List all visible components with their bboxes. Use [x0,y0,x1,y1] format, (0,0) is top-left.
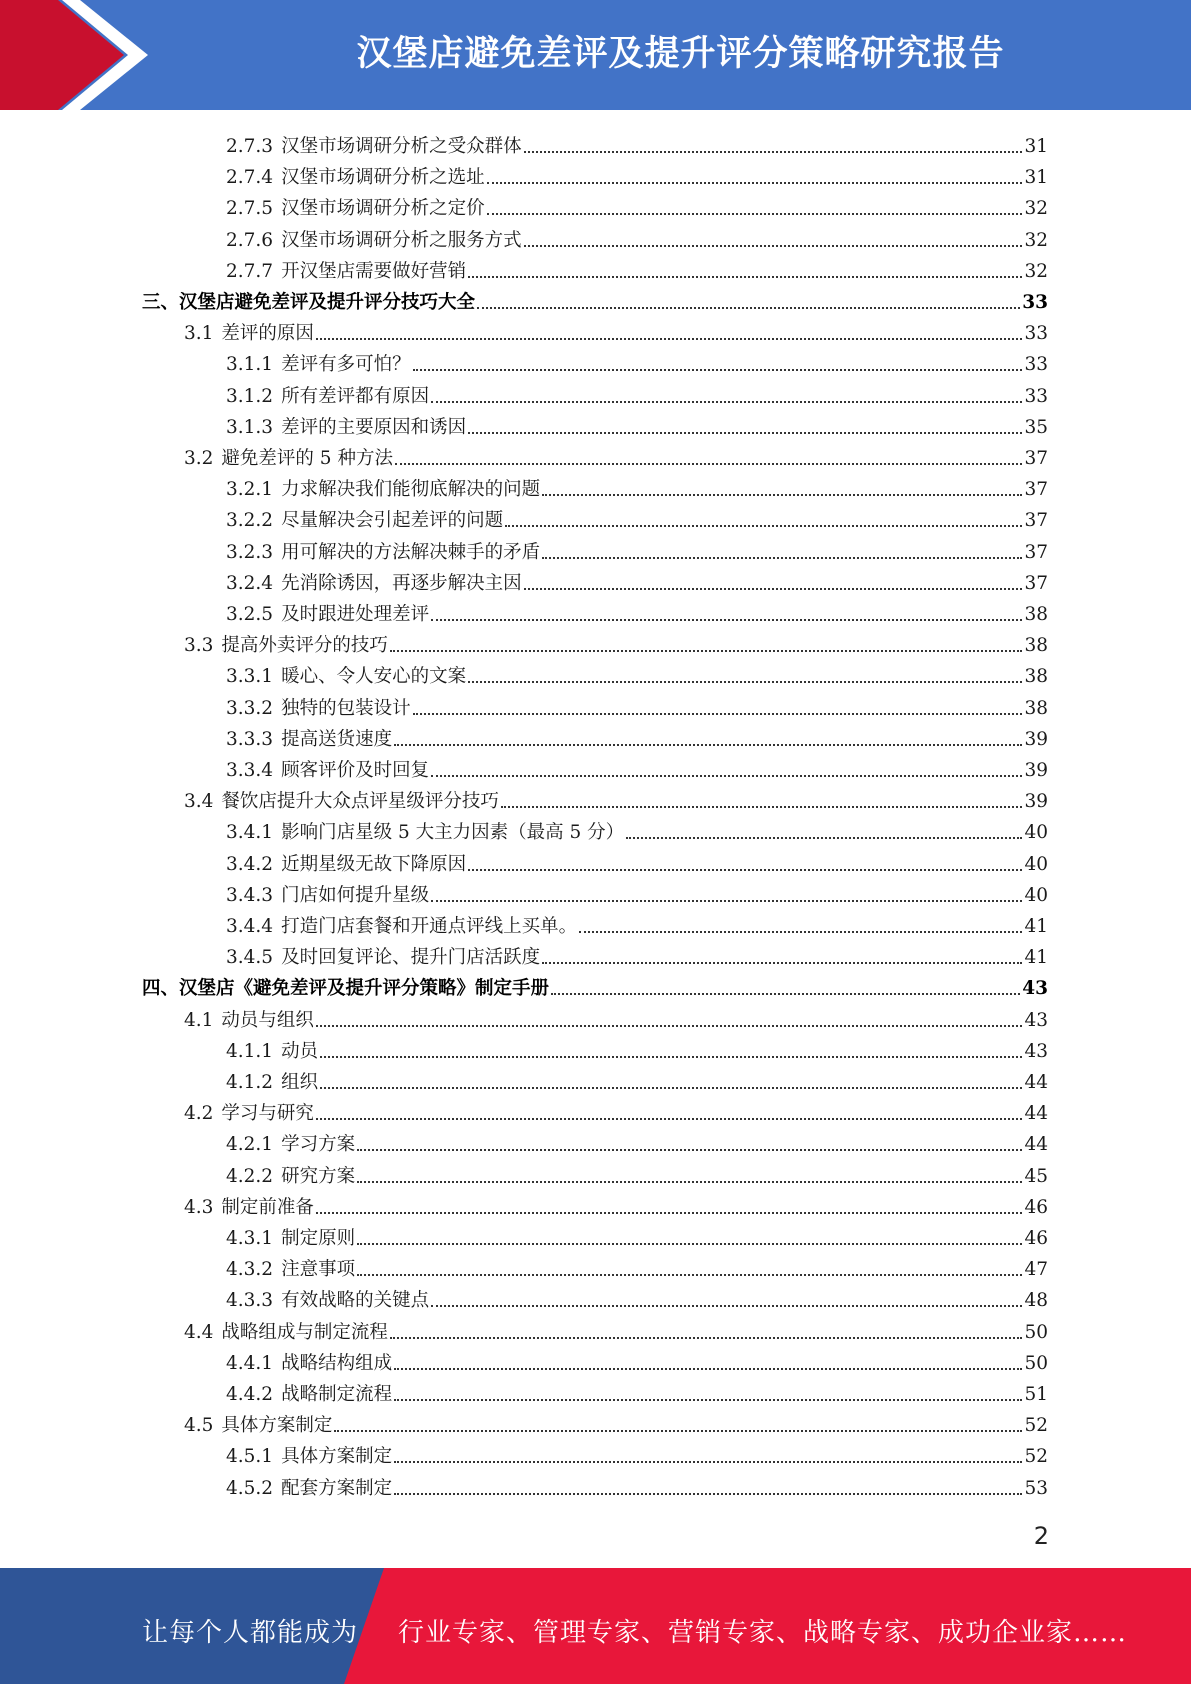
toc-entry[interactable] [142,283,1048,314]
toc-entry-page: 48 [1024,1290,1048,1312]
toc-entry-number: 4.1.2 [226,1072,274,1093]
toc-entry-title: 尽量解决会引起差评的问题 [281,510,504,532]
toc-entry-title: 动员与组织 [221,1009,314,1031]
toc-entry-page: 33 [1022,292,1048,313]
toc-entry-title: 差评的主要原因和诱因 [281,416,467,438]
toc-entry-number: 3.1 [184,323,214,345]
toc-dot-leader [542,557,1022,559]
toc-entry-number: 4.5.1 [226,1446,274,1468]
toc-entry-page: 40 [1024,822,1048,844]
toc-entry-title: 具体方案制定 [221,1415,333,1437]
toc-dot-leader [431,775,1022,777]
toc-entry-title: 提高外卖评分的技巧 [221,635,388,657]
toc-entry-page: 40 [1024,853,1048,875]
toc-entry-page: 50 [1024,1352,1048,1374]
toc-entry-page: 40 [1024,884,1048,906]
toc-entry-number: 3.1.1 [226,354,274,376]
toc-entry-page: 47 [1024,1259,1048,1281]
toc-dot-leader [334,1430,1022,1432]
toc-entry-number: 3.2.3 [226,541,274,563]
toc-dot-leader [316,338,1023,340]
toc-entry-page: 32 [1024,229,1048,251]
toc-entry-number: 4.1.1 [226,1040,274,1062]
toc-entry-number: 4.4.2 [226,1384,274,1405]
toc-entry-number: 3.4.1 [226,822,274,844]
toc-entry-page: 37 [1024,479,1048,501]
red-arrow-decoration [0,0,160,110]
toc-entry-number: 3.3 [184,635,214,657]
toc-entry-page: 44 [1024,1072,1048,1093]
toc-entry-title: 打造门店套餐和开通点评线上买单。 [281,916,578,937]
toc-entry-number: 3.4 [184,791,214,813]
toc-entry[interactable] [226,158,1048,189]
toc-dot-leader [394,1461,1022,1463]
toc-entry-number: 3.4.5 [226,947,274,969]
toc-dot-leader [468,276,1022,278]
toc-entry[interactable] [226,1032,1048,1063]
toc-entry-title: 近期星级无故下降原因 [281,853,467,875]
toc-entry-page: 46 [1024,1196,1048,1218]
toc-dot-leader [431,401,1022,403]
toc-entry-number: 3.2.1 [226,479,274,501]
toc-dot-leader [487,213,1023,215]
toc-dot-leader [524,245,1023,247]
toc-dot-leader [394,1399,1022,1401]
toc-entry[interactable] [226,1250,1048,1281]
toc-dot-leader [394,744,1022,746]
toc-entry[interactable] [226,751,1048,782]
toc-entry-title: 战略组成与制定流程 [221,1321,388,1343]
toc-entry-number: 2.7.4 [226,167,274,189]
toc-entry-page: 38 [1024,604,1048,625]
toc-entry[interactable] [226,595,1048,626]
toc-entry-title: 学习方案 [281,1134,356,1156]
toc-dot-leader [390,650,1023,652]
toc-entry-title: 门店如何提升星级 [281,884,430,906]
toc-entry[interactable] [184,782,1048,813]
toc-dot-leader [626,837,1022,839]
toc-entry-title: 差评有多可怕？ [281,354,411,376]
toc-entry-title: 力求解决我们能彻底解决的问题 [281,479,541,501]
toc-entry-number: 4.2.2 [226,1165,274,1187]
toc-dot-leader [357,1149,1022,1151]
toc-entry-title: 具体方案制定 [281,1446,393,1468]
toc-entry[interactable] [142,969,1048,1000]
toc-entry-title: 独特的包装设计 [281,697,411,719]
toc-entry[interactable] [226,720,1048,751]
toc-dot-leader [542,962,1022,964]
toc-entry-number: 4.5.2 [226,1477,274,1499]
toc-entry-title: 研究方案 [281,1165,356,1187]
page-footer [0,1568,1191,1684]
toc-dot-leader [468,681,1022,683]
toc-entry-title: 避免差评的 5 种方法 [221,448,393,469]
toc-entry[interactable] [226,470,1048,501]
toc-dot-leader [524,151,1023,153]
toc-entry[interactable] [226,408,1048,439]
toc-entry[interactable] [226,1125,1048,1156]
toc-entry-number: 3.1.3 [226,416,274,438]
toc-entry-page: 37 [1024,510,1048,532]
toc-entry-page: 35 [1024,416,1048,438]
toc-dot-leader [468,869,1022,871]
toc-dot-leader [579,931,1022,933]
toc-dot-leader [357,1274,1022,1276]
toc-entry[interactable] [226,1157,1048,1188]
toc-entry[interactable] [226,938,1048,969]
toc-entry-number: 4.4.1 [226,1352,274,1374]
toc-entry-number: 3.3.3 [226,728,274,750]
toc-dot-leader [468,432,1022,434]
toc-entry-page: 39 [1024,728,1048,750]
toc-entry-title: 汉堡市场调研分析之服务方式 [281,229,522,251]
toc-entry-page: 31 [1024,167,1048,189]
toc-entry-page: 39 [1024,760,1048,781]
toc-entry[interactable] [184,626,1048,657]
toc-entry[interactable] [226,564,1048,595]
toc-entry-number: 3.2 [184,448,214,469]
toc-entry[interactable] [226,657,1048,688]
toc-dot-leader [431,900,1022,902]
toc-entry[interactable] [226,1219,1048,1250]
toc-entry-number: 4.3.1 [226,1228,274,1249]
toc-entry-page: 45 [1024,1165,1048,1187]
toc-entry-page: 43 [1024,1040,1048,1062]
toc-entry-number: 4.3.2 [226,1259,274,1281]
toc-entry[interactable] [184,1406,1048,1437]
toc-entry-page: 33 [1024,354,1048,376]
toc-entry-page: 41 [1024,947,1048,969]
toc-dot-leader [413,369,1023,371]
toc-entry[interactable] [226,501,1048,532]
toc-dot-leader [320,1056,1022,1058]
toc-entry[interactable] [184,1094,1048,1125]
toc-entry-page: 32 [1024,260,1048,282]
toc-entry-title: 顾客评价及时回复 [281,760,430,781]
toc-entry-title: 及时回复评论、提升门店活跃度 [281,947,541,969]
toc-entry[interactable] [226,845,1048,876]
footer-slogan-right: 行业专家、管理专家、营销专家、战略专家、成功企业家…… [398,1618,1128,1648]
toc-entry-page: 44 [1024,1134,1048,1156]
toc-entry-number: 3.4.2 [226,853,274,875]
toc-entry-title: 四、汉堡店《避免差评及提升评分策略》制定手册 [142,978,550,1000]
toc-entry-page: 39 [1024,791,1048,813]
toc-entry-number: 4.5 [184,1415,214,1437]
toc-entry-title: 汉堡市场调研分析之选址 [281,167,485,189]
toc-entry[interactable] [226,689,1048,720]
toc-entry-title: 战略结构组成 [281,1352,393,1374]
toc-entry-title: 三、汉堡店避免差评及提升评分技巧大全 [142,292,476,313]
toc-entry-page: 37 [1024,572,1048,594]
toc-entry[interactable] [226,876,1048,907]
toc-dot-leader [551,993,1020,995]
toc-entry-number: 3.3.2 [226,697,274,719]
toc-entry-number: 3.2.5 [226,604,274,625]
toc-entry-title: 战略制定流程 [281,1384,393,1405]
toc-entry[interactable] [226,533,1048,564]
toc-entry-title: 汉堡市场调研分析之定价 [281,198,485,220]
toc-dot-leader [316,1118,1023,1120]
toc-dot-leader [501,806,1023,808]
toc-entry-number: 2.7.6 [226,229,274,251]
toc-entry-title: 用可解决的方法解决棘手的矛盾 [281,541,541,563]
toc-entry[interactable] [226,189,1048,220]
toc-dot-leader [316,1025,1023,1027]
toc-entry-number: 2.7.5 [226,198,274,220]
toc-dot-leader [505,525,1022,527]
toc-entry-title: 组织 [281,1072,319,1093]
toc-entry-number: 4.1 [184,1009,214,1031]
toc-dot-leader [390,1337,1023,1339]
toc-dot-leader [542,494,1022,496]
toc-entry-page: 32 [1024,198,1048,220]
toc-entry-title: 影响门店星级 5 大主力因素（最高 5 分） [281,822,625,844]
toc-entry-title: 所有差评都有原因 [281,385,430,407]
toc-entry-title: 动员 [281,1040,319,1062]
toc-entry-page: 52 [1024,1446,1048,1468]
toc-entry-number: 4.3 [184,1196,214,1218]
toc-entry-number: 3.3.1 [226,666,274,688]
toc-entry-number: 3.3.4 [226,760,274,781]
toc-dot-leader [487,182,1023,184]
toc-entry-title: 有效战略的关键点 [281,1290,430,1312]
toc-dot-leader [395,463,1022,465]
toc-entry-page: 41 [1024,916,1048,937]
toc-entry[interactable] [184,1001,1048,1032]
toc-entry-page: 44 [1024,1103,1048,1125]
toc-entry-number: 2.7.7 [226,260,274,282]
toc-entry[interactable] [184,1313,1048,1344]
toc-entry-title: 先消除诱因，再逐步解决主因 [281,572,522,594]
toc-entry-number: 3.1.2 [226,385,274,407]
toc-entry-number: 3.2.2 [226,510,274,532]
toc-entry[interactable] [184,314,1048,345]
toc-entry-page: 43 [1022,978,1048,1000]
toc-dot-leader [477,307,1020,309]
toc-entry[interactable] [184,1188,1048,1219]
toc-entry-page: 33 [1024,385,1048,407]
toc-dot-leader [431,619,1022,621]
toc-entry-title: 提高送货速度 [281,728,393,750]
toc-entry-title: 及时跟进处理差评 [281,604,430,625]
toc-entry-title: 学习与研究 [221,1103,314,1125]
toc-entry[interactable] [226,127,1048,158]
toc-entry[interactable] [226,1344,1048,1375]
toc-entry-title: 开汉堡店需要做好营销 [281,260,467,282]
toc-entry-number: 4.2 [184,1103,214,1125]
toc-entry-page: 38 [1024,635,1048,657]
toc-entry-page: 51 [1024,1384,1048,1405]
toc-entry[interactable] [226,252,1048,283]
toc-entry-page: 37 [1024,448,1048,469]
toc-entry[interactable] [226,345,1048,376]
toc-entry[interactable] [226,1063,1048,1094]
toc-entry-title: 制定原则 [281,1228,356,1249]
toc-dot-leader [431,1305,1022,1307]
report-title: 汉堡店避免差评及提升评分策略研究报告 [356,34,1005,74]
toc-dot-leader [413,713,1023,715]
toc-entry[interactable] [226,813,1048,844]
toc-entry-page: 33 [1024,323,1048,345]
toc-entry-number: 3.4.3 [226,884,274,906]
toc-entry[interactable] [226,221,1048,252]
toc-entry[interactable] [226,1281,1048,1312]
toc-entry-number: 4.4 [184,1321,214,1343]
toc-entry-title: 汉堡市场调研分析之受众群体 [281,136,522,157]
toc-entry-number: 4.2.1 [226,1134,274,1156]
toc-dot-leader [357,1181,1022,1183]
toc-entry-page: 50 [1024,1321,1048,1343]
toc-entry-page: 38 [1024,666,1048,688]
toc-entry-number: 3.4.4 [226,916,274,937]
toc-entry-page: 38 [1024,697,1048,719]
toc-dot-leader [524,588,1023,590]
toc-entry-title: 制定前准备 [221,1196,314,1218]
toc-dot-leader [357,1243,1022,1245]
toc-entry[interactable] [226,1375,1048,1406]
footer-slogan-left: 让每个人都能成为 [142,1618,359,1648]
toc-entry-title: 差评的原因 [221,323,314,345]
toc-entry-page: 46 [1024,1228,1048,1249]
toc-entry-number: 2.7.3 [226,136,274,157]
toc-dot-leader [394,1493,1022,1495]
toc-entry-page: 31 [1024,136,1048,157]
page-number: 2 [1033,1522,1049,1550]
toc-entry[interactable] [226,377,1048,408]
toc-entry[interactable] [226,907,1048,938]
toc-entry-number: 4.3.3 [226,1290,274,1312]
toc-entry-title: 注意事项 [281,1259,356,1281]
toc-entry-page: 52 [1024,1415,1048,1437]
toc-dot-leader [320,1087,1022,1089]
toc-entry-page: 37 [1024,541,1048,563]
toc-entry-page: 53 [1024,1477,1048,1499]
toc-entry[interactable] [184,439,1048,470]
toc-dot-leader [394,1368,1022,1370]
toc-entry-title: 配套方案制定 [281,1477,393,1499]
toc-entry[interactable] [226,1437,1048,1468]
toc-entry-number: 3.2.4 [226,572,274,594]
page-header [0,0,1191,110]
toc-entry[interactable] [226,1469,1048,1500]
toc-entry-page: 43 [1024,1009,1048,1031]
toc-dot-leader [316,1212,1023,1214]
toc-entry-title: 餐饮店提升大众点评星级评分技巧 [221,791,499,813]
toc-entry-title: 暖心、令人安心的文案 [281,666,467,688]
